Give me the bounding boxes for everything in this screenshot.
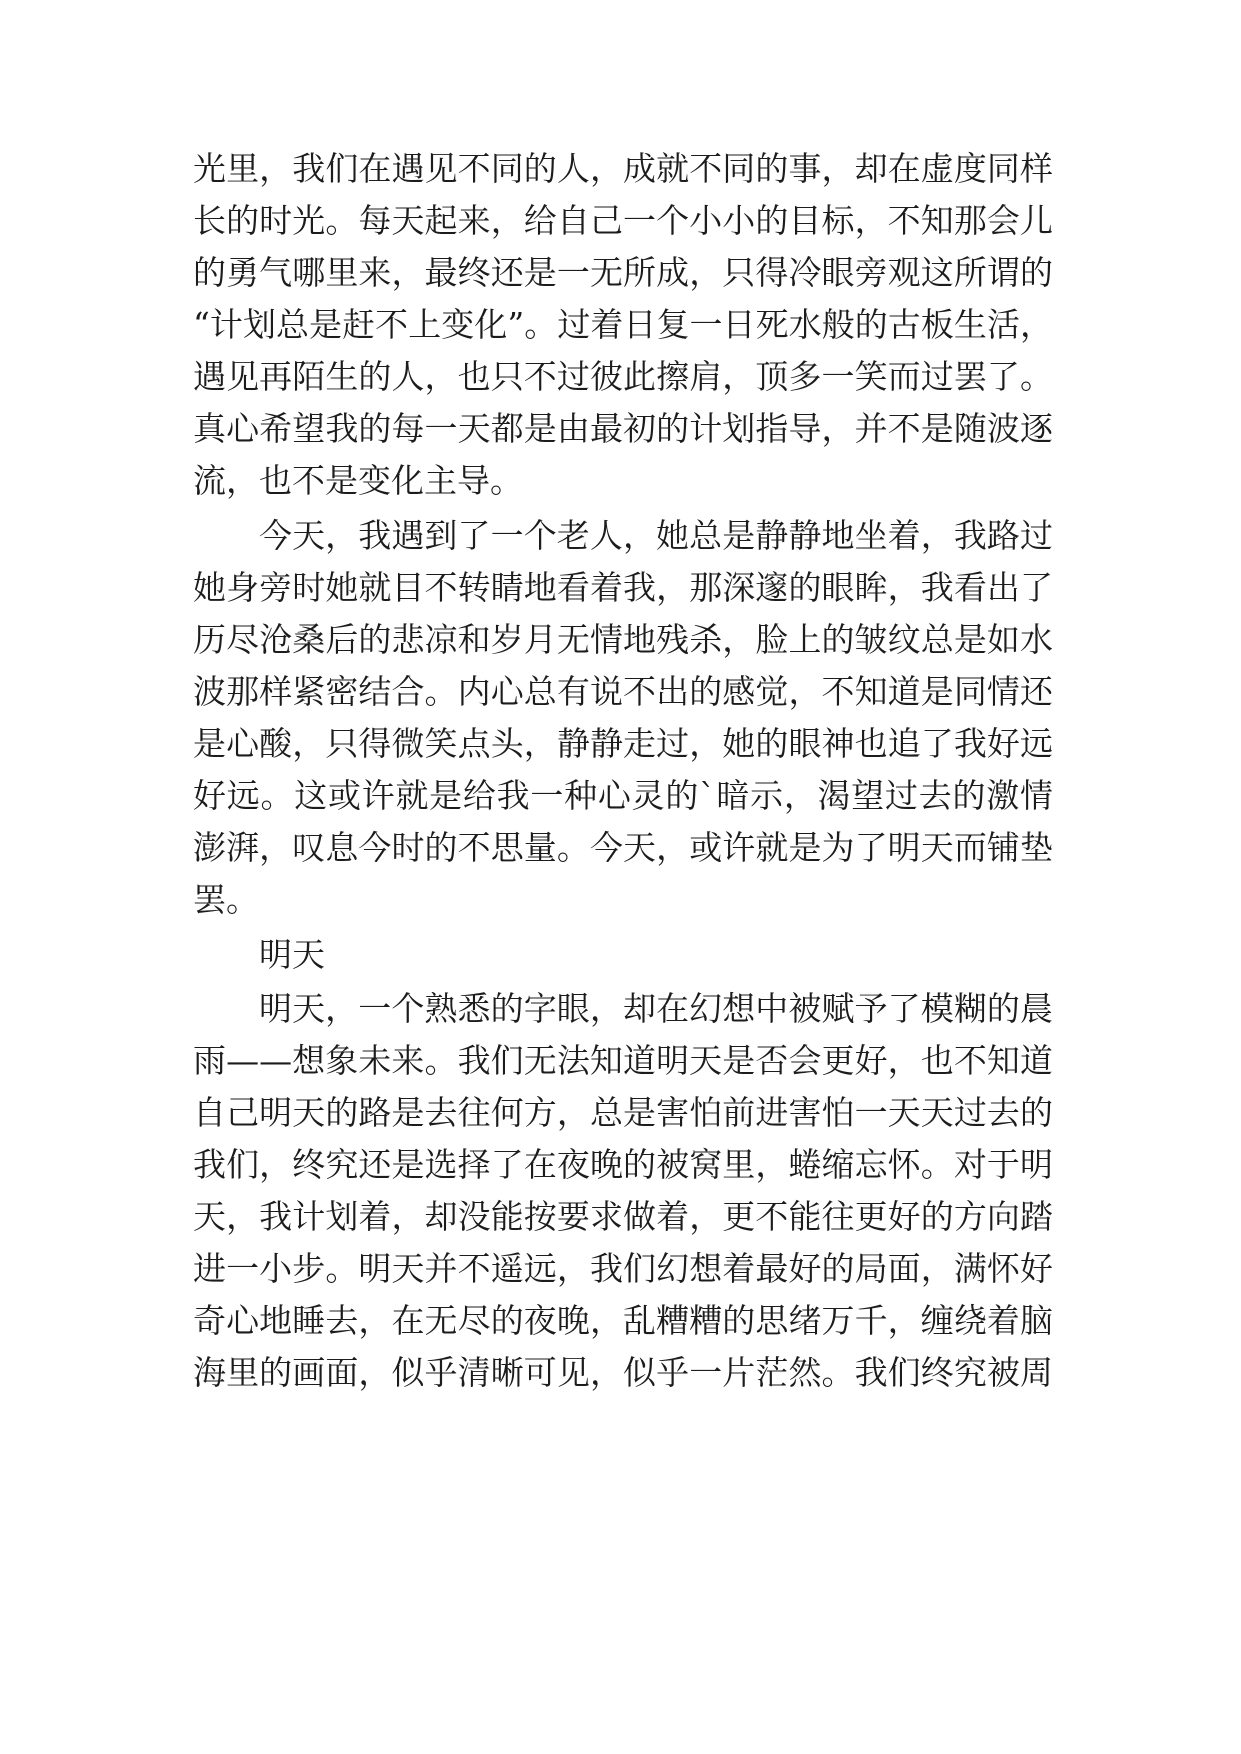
text-line: 遇见再陌生的人，也只不过彼此擦肩，顶多一笑而过罢了。 [193,357,1053,396]
text-line: 自己明天的路是去往何方，总是害怕前进害怕一天天过去的 [193,1093,1053,1132]
text-line: 进一小步。明天并不遥远，我们幻想着最好的局面，满怀好 [193,1249,1053,1288]
text-line: 真心希望我的每一天都是由最初的计划指导，并不是随波逐 [193,409,1053,448]
text-line: 光里，我们在遇见不同的人，成就不同的事，却在虚度同样 [193,149,1053,188]
paragraph-first-line: 明天，一个熟悉的字眼，却在幻想中被赋予了模糊的晨 [259,989,1053,1028]
text-line: 奇心地睡去，在无尽的夜晚，乱糟糟的思绪万千，缠绕着脑 [193,1301,1053,1340]
text-line: 好远。这或许就是给我一种心灵的`暗示，渴望过去的激情 [193,776,1053,815]
text-line: 澎湃，叹息今时的不思量。今天，或许就是为了明天而铺垫 [193,828,1053,867]
text-line: 长的时光。每天起来，给自己一个小小的目标，不知那会儿 [193,201,1053,240]
text-line: 是心酸，只得微笑点头，静静走过，她的眼神也追了我好远 [193,724,1053,763]
text-line: 流，也不是变化主导。 [193,461,523,500]
text-line: 雨——想象未来。我们无法知道明天是否会更好，也不知道 [193,1041,1053,1080]
text-line: 我们，终究还是选择了在夜晚的被窝里，蜷缩忘怀。对于明 [193,1145,1053,1184]
text-line: 罢。 [193,880,259,919]
text-line: 她身旁时她就目不转睛地看着我，那深邃的眼眸，我看出了 [193,568,1053,607]
section-heading: 明天 [259,935,325,974]
text-line: 的勇气哪里来，最终还是一无所成，只得冷眼旁观这所谓的 [193,253,1053,292]
text-line: 波那样紧密结合。内心总有说不出的感觉，不知道是同情还 [193,672,1053,711]
paragraph-first-line: 今天，我遇到了一个老人，她总是静静地坐着，我路过 [259,516,1053,555]
text-line: 天，我计划着，却没能按要求做着，更不能往更好的方向踏 [193,1197,1053,1236]
text-line: 海里的画面，似乎清晰可见，似乎一片茫然。我们终究被周 [193,1353,1053,1392]
text-line: 历尽沧桑后的悲凉和岁月无情地残杀，脸上的皱纹总是如水 [193,620,1053,659]
text-line: “计划总是赶不上变化”。过着日复一日死水般的古板生活， [193,305,1053,344]
